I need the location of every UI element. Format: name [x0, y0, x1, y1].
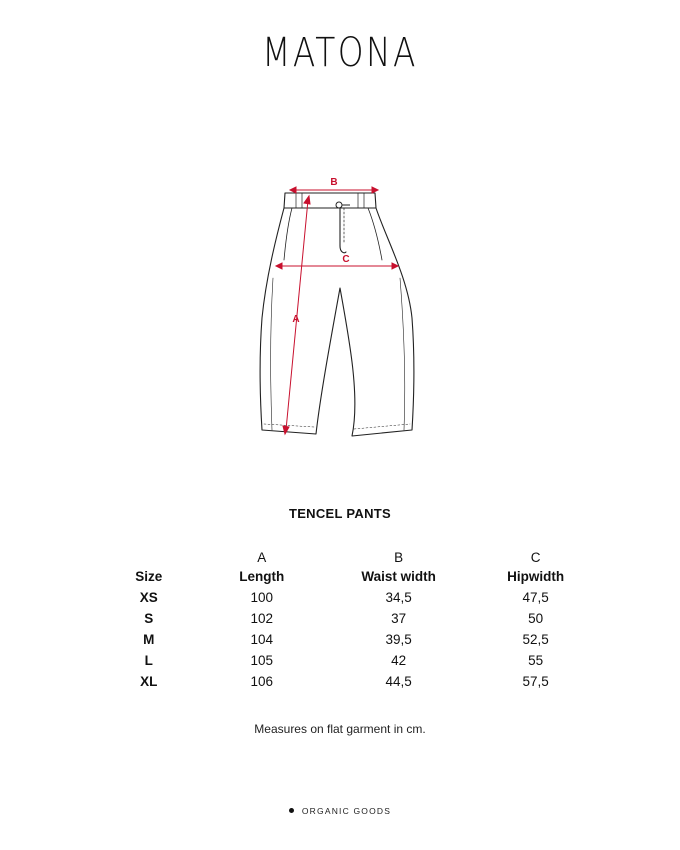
table-cell: XL	[140, 674, 158, 689]
table-cell: 50	[528, 611, 544, 626]
table-cell: 106	[250, 674, 273, 689]
label-c: C	[342, 254, 350, 265]
table-cell: 44,5	[385, 674, 412, 689]
table-cell: 57,5	[522, 674, 549, 689]
table-letter: A	[257, 549, 267, 565]
pants-pocket-left	[284, 208, 292, 260]
table-cell: S	[144, 611, 154, 626]
size-table	[90, 548, 590, 692]
table-cell: L	[144, 653, 153, 668]
table-header: Size	[135, 569, 163, 584]
table-header: Length	[239, 569, 285, 584]
pants-pocket-right	[368, 208, 382, 260]
button-icon	[336, 202, 342, 208]
table-cell: 102	[250, 611, 273, 626]
table-cell: M	[143, 632, 155, 647]
pants-fly	[340, 208, 346, 253]
table-row	[90, 671, 590, 692]
table-cell: 37	[391, 611, 407, 626]
label-a: A	[292, 314, 300, 325]
pants-waistband	[284, 193, 376, 208]
footer	[0, 806, 680, 816]
table-header-row	[90, 566, 590, 587]
table-cell: XS	[139, 590, 158, 605]
product-title: TENCEL PANTS	[288, 506, 392, 521]
table-row	[90, 650, 590, 671]
table-cell: 47,5	[522, 590, 549, 605]
pants-measurement-diagram	[240, 168, 440, 448]
table-header: Hipwidth	[507, 569, 565, 584]
brand-logo: MATONA	[262, 30, 418, 76]
table-row	[90, 587, 590, 608]
table-cell: 34,5	[385, 590, 412, 605]
label-b: B	[330, 177, 338, 188]
pants-outline	[260, 208, 414, 436]
table-cell: 105	[250, 653, 273, 668]
table-cell: 104	[250, 632, 273, 647]
table-letter	[90, 548, 207, 566]
table-row	[90, 629, 590, 650]
bullet-icon	[289, 808, 294, 813]
table-cell: 55	[528, 653, 544, 668]
table-letter-row	[90, 548, 590, 566]
table-row	[90, 608, 590, 629]
table-cell: 52,5	[522, 632, 549, 647]
table-cell: 39,5	[385, 632, 412, 647]
table-cell: 100	[250, 590, 273, 605]
footer-label: ORGANIC GOODS	[301, 806, 392, 816]
table-header: Waist width	[361, 569, 436, 584]
table-letter: C	[530, 549, 541, 565]
table-letter: B	[394, 549, 404, 565]
table-cell: 42	[391, 653, 407, 668]
measurement-note: Measures on flat garment in cm.	[254, 722, 426, 736]
